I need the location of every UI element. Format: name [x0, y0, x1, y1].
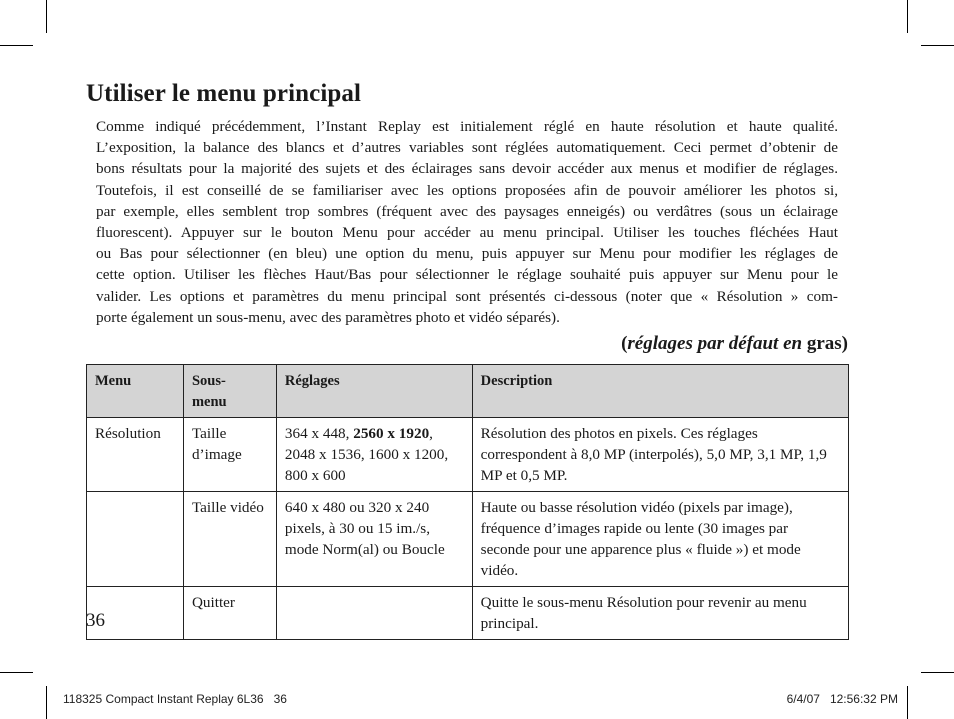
crop-mark — [0, 45, 33, 46]
defaults-note-close: ) — [841, 333, 848, 354]
cell-description: Haute ou basse résolution vidéo (pixels par image), fréquence d’images rapide ou lente (30 images par seconde pour une apparence plus « fluide ») et mode vidéo. — [472, 492, 848, 587]
crop-mark — [907, 686, 908, 719]
intro-line: porte également un sous-menu, avec des paramètres photo et vidéo séparés). — [96, 308, 560, 326]
cell-submenu: Quitter — [183, 587, 276, 640]
table-row — [87, 587, 849, 640]
intro-line: Toutefois, il est conseillé de se familiariser avec les options proposées afin de pouvoir améliorer les photos si, — [96, 181, 838, 199]
crop-mark — [921, 45, 954, 46]
crop-mark — [921, 672, 954, 673]
defaults-note-bold: gras — [806, 333, 842, 354]
table-row — [87, 418, 849, 492]
cell-description: Résolution des photos en pixels. Ces réglages correspondent à 8,0 MP (interpolés), 5,0 MP, 3,1 MP, 1,9 MP et 0,5 MP. — [472, 418, 848, 492]
crop-mark — [46, 0, 47, 33]
defaults-note-italic: réglages par défaut en — [627, 333, 803, 354]
defaults-note — [621, 333, 848, 355]
intro-line: L’exposition, la balance des blancs et d’autres variables sont réglées automatiquement. Ceci permet d’obtenir de — [96, 139, 838, 157]
settings-text: 364 x 448, — [284, 425, 354, 442]
intro-line: valider. Les options et paramètres du menu principal sont présentés ci-dessous (noter que « Résolution » com- — [96, 287, 838, 305]
page-number: 36 — [86, 610, 105, 631]
intro-line: fluorescent). Appuyer sur le bouton Menu pour accéder au menu principal. Utiliser les touches fléchées Haut — [96, 224, 838, 242]
intro-paragraph — [96, 116, 838, 328]
table-row — [87, 492, 849, 587]
cell-submenu: Taille d’image — [183, 418, 276, 492]
header-submenu: Sous- menu — [183, 365, 276, 418]
intro-line: bons résultats pour la majorité des sujets et des éclairages sans devoir accéder aux menus et modifier de réglages. — [96, 160, 838, 178]
settings-table — [86, 364, 849, 640]
intro-line: ou Bas pour sélectionner (en bleu) une option du menu, puis appuyer sur Menu pour modifier les réglages de — [96, 245, 838, 263]
print-slug-left: 118325 Compact Instant Replay 6L36 36 — [63, 692, 287, 706]
intro-line: Comme indiqué précédemment, l’Instant Replay est initialement réglé en haute résolution et haute qualité. — [96, 118, 838, 135]
print-slug-right: 6/4/07 12:56:32 PM — [786, 692, 898, 706]
cell-settings — [276, 587, 472, 640]
table-header-row — [87, 365, 849, 418]
cell-settings: 640 x 480 ou 320 x 240 pixels, à 30 ou 15 im./s, mode Norm(al) ou Boucle — [276, 492, 472, 587]
crop-mark — [0, 672, 33, 673]
cell-menu: Résolution — [87, 418, 184, 492]
cell-submenu: Taille vidéo — [183, 492, 276, 587]
settings-text: , 2048 x 1536, 1600 x 1200, 800 x 600 — [284, 425, 449, 484]
crop-mark — [907, 0, 908, 33]
default-setting: 2560 x 1920 — [353, 425, 430, 442]
header-menu: Menu — [87, 365, 184, 418]
defaults-note-open: ( — [621, 333, 628, 354]
intro-line: cette option. Utiliser les flèches Haut/Bas pour sélectionner le réglage souhaité puis appuyer sur Menu pour le — [96, 266, 838, 284]
header-description: Description — [472, 365, 848, 418]
cell-settings — [276, 418, 472, 492]
intro-line: par exemple, elles semblent trop sombres (fréquent avec des paysages enneigés) ou verdâtres (sous un éclairage — [96, 202, 838, 220]
crop-mark — [46, 686, 47, 719]
cell-description: Quitte le sous-menu Résolution pour revenir au menu principal. — [472, 587, 848, 640]
header-settings: Réglages — [276, 365, 472, 418]
cell-menu — [87, 492, 184, 587]
section-heading: Utiliser le menu principal — [86, 80, 362, 107]
